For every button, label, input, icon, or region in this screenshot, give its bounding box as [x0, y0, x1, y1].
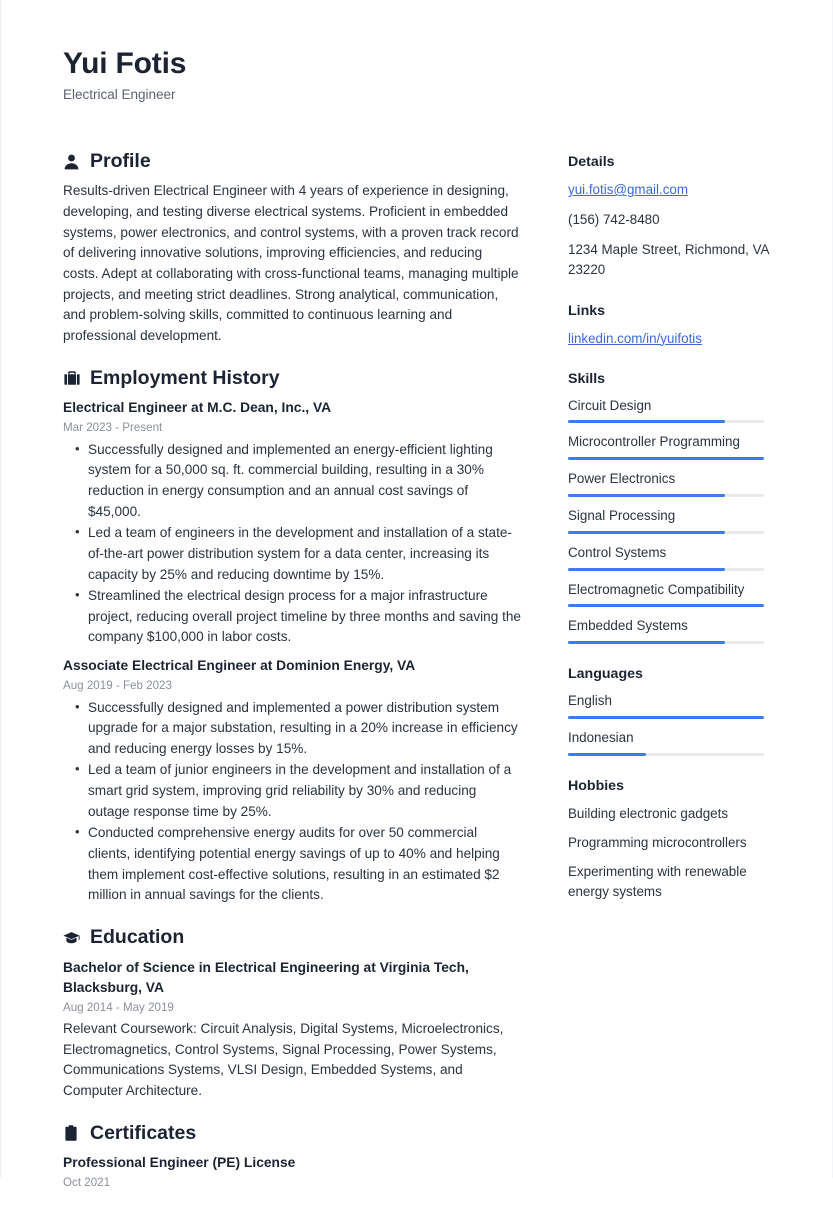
section-certificates-header [63, 1123, 521, 1144]
skill-meter-fill [568, 494, 725, 497]
employment-entry [63, 398, 521, 648]
clipboard-certificate-icon [63, 1124, 80, 1143]
bullet-item: • Successfully designed and implemented an energy-efficient lighting system for a 50,000 sq. ft. commercial building, resulting in a 30% reduction in energy consumption and an annual cost savings of $45,000. [88, 440, 521, 523]
skill-meter-fill [568, 641, 725, 644]
section-employment-title: Employment History [90, 366, 280, 389]
section-education-title: Education [90, 926, 185, 949]
sidebar-links-title: Links [568, 302, 606, 319]
skill-item [568, 397, 776, 424]
employment-entry-bullets [63, 698, 521, 907]
skill-item [568, 617, 776, 644]
main-column [63, 151, 521, 1212]
language-label: Indonesian [568, 729, 634, 745]
sidebar-hobbies-title: Hobbies [568, 777, 624, 794]
sidebar-skills [568, 371, 776, 644]
email-link[interactable]: yui.fotis@gmail.com [568, 182, 689, 198]
skill-meter-track [568, 457, 764, 460]
employment-entry-date: Aug 2019 - Feb 2023 [63, 679, 172, 693]
certificate-entry-title: Professional Engineer (PE) License [63, 1154, 296, 1170]
skill-meter-track [568, 568, 764, 571]
skill-item [568, 581, 776, 608]
section-education-header [63, 927, 521, 948]
address-text: 1234 Maple Street, Richmond, VA 23220 [568, 242, 769, 278]
skill-meter-fill [568, 568, 725, 571]
skill-label: Microcontroller Programming [568, 434, 740, 450]
employment-entry-date: Mar 2023 - Present [63, 421, 163, 435]
bullet-item: • Streamlined the electrical design process for a major infrastructure project, reducing overall project timeline by three months and saving the company $100,000 in labor costs. [88, 586, 521, 648]
resume-header [63, 47, 776, 103]
graduation-cap-icon [63, 928, 80, 947]
bullet-item: • Led a team of junior engineers in the development and installation of a smart grid system, improving grid reliability by 30% and reducing outage response time by 25%. [88, 760, 521, 822]
language-label: English [568, 693, 612, 709]
section-profile [63, 151, 521, 347]
briefcase-icon [63, 369, 80, 388]
language-meter-track [568, 716, 764, 719]
skill-label: Embedded Systems [568, 618, 688, 634]
education-entry [63, 958, 521, 1102]
skill-label: Control Systems [568, 544, 667, 560]
skill-meter-fill [568, 457, 764, 460]
candidate-job-title: Electrical Engineer [63, 86, 176, 102]
education-entry-description: Relevant Coursework: Circuit Analysis, Digital Systems, Microelectronics, Electromagnetics, Control Systems, Signal Processing, Power Systems, Communications Systems, VLSI Design, Embedded Systems, and Computer Architecture. [63, 1020, 504, 1098]
bullet-item: • Led a team of engineers in the development and installation of a state-of-the-art power distribution system for a data center, increasing its capacity by 25% and reducing downtime by 15%. [88, 523, 521, 585]
skill-meter-track [568, 531, 764, 534]
section-profile-header [63, 151, 521, 172]
person-icon [63, 152, 80, 171]
language-meter-fill [568, 753, 646, 756]
certificate-entry-date: Oct 2021 [63, 1175, 111, 1189]
profile-text: Results-driven Electrical Engineer with 4 years of experience in designing, developing, and testing diverse electrical systems. Proficient in embedded systems, power electronics, and control systems, with a proven track record of delivering innovative solutions, improving efficiencies, and reducing costs. Adept at collaborating with cross-functional teams, managing multiple projects, and meeting strict deadlines. Strong analytical, communication, and problem-solving skills, committed to continuous learning and professional development. [63, 183, 519, 344]
skill-meter-fill [568, 604, 764, 607]
employment-entry-title: Electrical Engineer at M.C. Dean, Inc., VA [63, 400, 332, 416]
bullet-item: • Conducted comprehensive energy audits for over 50 commercial clients, identifying potential energy savings of up to 40% and helping them implement cost-effective solutions, resulting in an estimated $2 million in annual savings for the clients. [88, 823, 521, 906]
sidebar-languages [568, 666, 776, 756]
skill-item [568, 544, 776, 571]
language-item [568, 692, 776, 719]
candidate-name: Yui Fotis [63, 47, 187, 80]
certificate-entry [63, 1153, 521, 1191]
sidebar-languages-title: Languages [568, 666, 643, 683]
language-meter-track [568, 753, 764, 756]
section-certificates [63, 1123, 521, 1192]
hobby-item: Experimenting with renewable energy systems [568, 863, 747, 899]
education-entry-title: Bachelor of Science in Electrical Engineering at Virginia Tech, Blacksburg, VA [63, 959, 469, 995]
skill-meter-track [568, 641, 764, 644]
skill-meter-track [568, 420, 764, 423]
linkedin-link[interactable]: linkedin.com/in/yuifotis [568, 330, 702, 346]
employment-entry-bullets [63, 440, 521, 649]
sidebar-column [521, 151, 776, 924]
sidebar-details-title: Details [568, 154, 615, 171]
sidebar-links [568, 303, 776, 349]
skill-label: Circuit Design [568, 397, 652, 413]
sidebar-skills-title: Skills [568, 370, 606, 387]
skill-meter-fill [568, 420, 725, 423]
skill-label: Signal Processing [568, 507, 676, 523]
section-employment [63, 368, 521, 906]
skill-meter-fill [568, 531, 725, 534]
hobby-item: Building electronic gadgets [568, 805, 729, 821]
section-profile-title: Profile [90, 150, 151, 173]
skill-item [568, 470, 776, 497]
language-item [568, 729, 776, 756]
skill-meter-track [568, 494, 764, 497]
skill-item [568, 433, 776, 460]
section-certificates-title: Certificates [90, 1121, 197, 1144]
section-employment-header [63, 368, 521, 389]
sidebar-details [568, 154, 776, 280]
employment-entry-title: Associate Electrical Engineer at Dominion Energy, VA [63, 658, 416, 674]
skill-meter-track [568, 604, 764, 607]
section-education [63, 927, 521, 1101]
education-entry-date: Aug 2014 - May 2019 [63, 1000, 174, 1014]
sidebar-hobbies [568, 778, 776, 902]
hobby-item: Programming microcontrollers [568, 834, 747, 850]
bullet-item: • Successfully designed and implemented a power distribution system upgrade for a major substation, resulting in a 20% increase in efficiency and reducing energy losses by 15%. [88, 698, 521, 760]
phone-text: (156) 742-8480 [568, 212, 660, 228]
skill-item [568, 507, 776, 534]
employment-entry [63, 656, 521, 906]
skill-label: Electromagnetic Compatibility [568, 581, 745, 597]
skill-label: Power Electronics [568, 471, 676, 487]
language-meter-fill [568, 716, 764, 719]
